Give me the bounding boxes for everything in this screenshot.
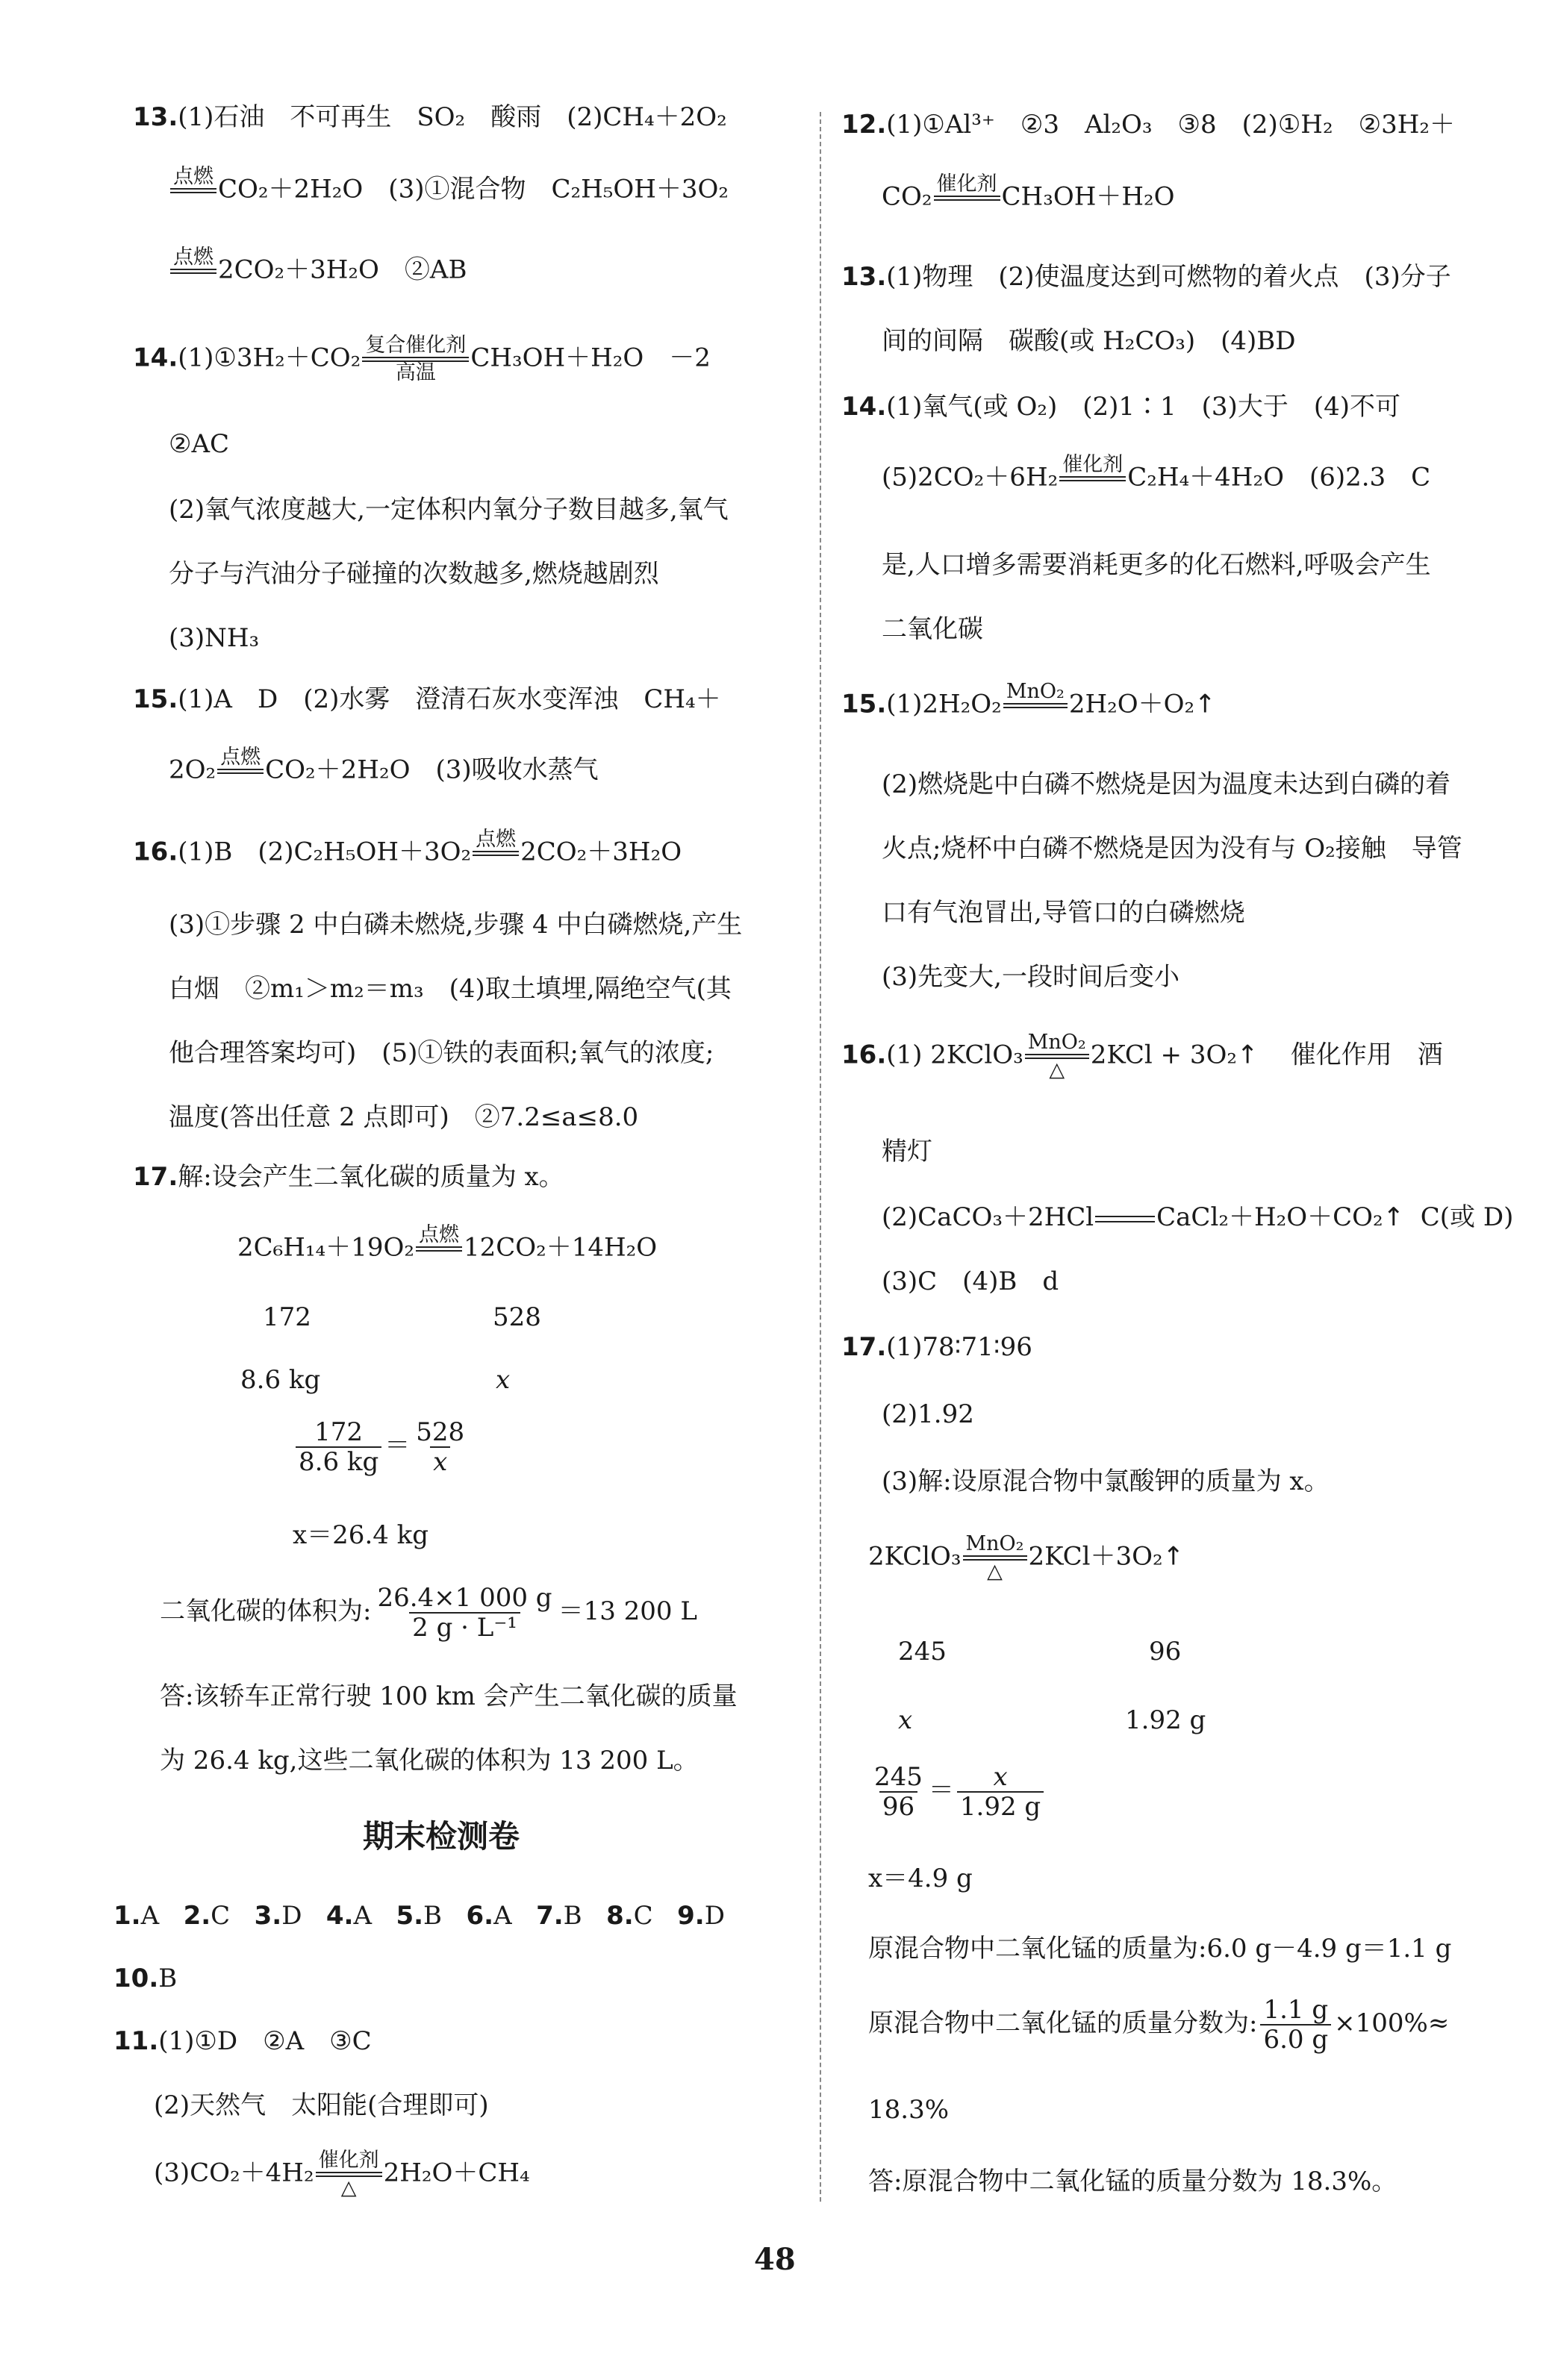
answer-16-line-5: 温度(答出任意 2 点即可) ②7.2≤a≤8.0 bbox=[169, 1102, 639, 1132]
answer-13-line-2: 点燃 CO₂＋2H₂O (3)①混合物 C₂H₅OH＋3O₂ bbox=[169, 166, 729, 216]
reaction-condition: 复合催化剂 高温 bbox=[362, 334, 469, 384]
answer-15-right-line-1: 15.(1)2H₂O₂ MnO₂ 2H₂O＋O₂↑ bbox=[841, 681, 1216, 731]
answer-13-right-line-1: 13.(1)物理 (2)使温度达到可燃物的着火点 (3)分子 bbox=[841, 262, 1451, 292]
fraction: $\frac{245}{96}$ bbox=[874, 1762, 923, 1822]
reaction-condition: 催化剂 △ bbox=[316, 2149, 382, 2199]
answer-17-right-line-3: (3)解:设原混合物中氯酸钾的质量为 x。 bbox=[882, 1467, 1330, 1496]
reaction-condition: 点燃 bbox=[416, 1224, 462, 1274]
mno2-mass: 原混合物中二氧化锰的质量为:6.0 g－4.9 g＝1.1 g bbox=[868, 1934, 1452, 1964]
co2-volume: 二氧化碳的体积为: $\frac{26.4\times 1 000 g}{\text{2 g · L⁻¹}}$ ＝13 200 L bbox=[160, 1583, 697, 1643]
molar-mass-1: 172 bbox=[263, 1302, 311, 1332]
answer-17-conclusion-2: 为 26.4 kg,这些二氧化碳的体积为 13 200 L。 bbox=[160, 1746, 699, 1775]
answer-17-conclusion-1: 答:该轿车正常行驶 100 km 会产生二氧化碳的质量 bbox=[160, 1681, 738, 1711]
answer-15-right-line-5: (3)先变大,一段时间后变小 bbox=[882, 962, 1180, 992]
equals-sign-icon bbox=[1095, 1216, 1155, 1222]
answer-13-line-3: 点燃 2CO₂＋3H₂O ②AB bbox=[169, 246, 467, 296]
answer-15-right-line-2: (2)燃烧匙中白磷不燃烧是因为温度未达到白磷的着 bbox=[882, 769, 1451, 799]
mc-answers-row-1: 1.A 2.C 3.D 4.A 5.B 6.A 7.B 8.C 9.D bbox=[113, 1901, 725, 1931]
page-number: 48 bbox=[754, 2242, 796, 2277]
answer-15-line-2: 2O₂ 点燃 CO₂＋2H₂O (3)吸收水蒸气 bbox=[169, 746, 599, 796]
answer-14-line-1: 14.(1)①3H₂＋CO₂ 复合催化剂 高温 CH₃OH＋H₂O －2 bbox=[133, 334, 711, 384]
answer-15-right-line-4: 口有气泡冒出,导管口的白磷燃烧 bbox=[882, 898, 1245, 928]
reaction-condition: MnO₂ bbox=[1003, 681, 1068, 731]
answer-16-line-3: 白烟 ②m₁＞m₂＝m₃ (4)取土填埋,隔绝空气(其 bbox=[169, 974, 732, 1004]
answer-16-right-line-1: 16.(1) 2KClO₃ MnO₂ △ 2KCl + 3O₂↑ 催化作用 酒 bbox=[841, 1031, 1443, 1081]
answer-17-right-conclusion: 答:原混合物中二氧化锰的质量分数为 18.3%。 bbox=[868, 2167, 1397, 2196]
answer-16-line-4: 他合理答案均可) (5)①铁的表面积;氧气的浓度; bbox=[169, 1038, 714, 1068]
answer-16-line-1: 16.(1)B (2)C₂H₅OH＋3O₂ 点燃 2CO₂＋3H₂O bbox=[133, 828, 682, 878]
answer-13-right-line-2: 间的间隔 碳酸(或 H₂CO₃) (4)BD bbox=[882, 326, 1296, 356]
fraction: $\frac{172}{8.6 kg}$ bbox=[296, 1418, 381, 1476]
proportion: $\frac{172}{8.6 kg}$ ＝ $\frac{528}{x}$ bbox=[293, 1418, 470, 1476]
mc-answers-row-2: 10.B bbox=[113, 1964, 178, 1993]
reaction-condition: 催化剂 bbox=[934, 173, 1000, 223]
answer-14-right-line-1: 14.(1)氧气(或 O₂) (2)1∶1 (3)大于 (4)不可 bbox=[841, 392, 1400, 422]
answer-12-line-2: CO₂ 催化剂 CH₃OH＋H₂O bbox=[882, 173, 1175, 223]
reaction-condition: 点燃 bbox=[473, 828, 519, 878]
answer-16-right-line-4: (3)C (4)B d bbox=[882, 1266, 1059, 1296]
molar-mass-2: 528 bbox=[493, 1302, 541, 1332]
answer-14-right-line-3: 是,人口增多需要消耗更多的化石燃料,呼吸会产生 bbox=[882, 550, 1431, 580]
unknown-mass: x bbox=[496, 1365, 511, 1395]
molar-mass-kclo3: 245 bbox=[898, 1637, 947, 1667]
answer-16-right-line-3: (2)CaCO₃＋2HCl CaCl₂＋H₂O＋CO₂↑ C(或 D) bbox=[882, 1202, 1514, 1232]
gas-arrow-icon: ↑ bbox=[1383, 1202, 1405, 1232]
answer-11-line-2: (2)天然气 太阳能(合理即可) bbox=[154, 2090, 489, 2120]
molar-mass-o2: 96 bbox=[1149, 1637, 1182, 1667]
reaction-condition: 点燃 bbox=[170, 166, 216, 216]
answer-17-line-1: 17.解:设会产生二氧化碳的质量为 x。 bbox=[133, 1162, 564, 1192]
gas-arrow-icon: ↑ bbox=[1236, 1040, 1259, 1070]
unknown-mass-kclo3: x bbox=[898, 1705, 913, 1735]
answer-17-right-equation: 2KClO₃ MnO₂ △ 2KCl＋3O₂↑ bbox=[868, 1532, 1185, 1583]
proportion-right: $\frac{245}{96}$ ＝ $\frac{x}{1.92 g}$ bbox=[868, 1763, 1047, 1821]
fraction: $\frac{1.1 g}{6.0 g}$ bbox=[1260, 1996, 1331, 2054]
answer-14-right-line-2: (5)2CO₂＋6H₂ 催化剂 C₂H₄＋4H₂O (6)2.3 C bbox=[882, 454, 1430, 504]
answer-16-line-2: (3)①步骤 2 中白磷未燃烧,步骤 4 中白磷燃烧,产生 bbox=[169, 910, 743, 940]
reaction-condition: MnO₂ △ bbox=[1025, 1031, 1089, 1081]
answer-12-line-1: 12.(1)①Al³⁺ ②3 Al₂O₃ ③8 (2)①H₂ ②3H₂＋ bbox=[841, 110, 1455, 140]
column-divider bbox=[820, 112, 821, 2202]
result-x: x＝26.4 kg bbox=[293, 1520, 429, 1550]
reaction-condition: 点燃 bbox=[170, 246, 216, 296]
fraction: $\frac{x}{1.92 g}$ bbox=[957, 1763, 1044, 1821]
reaction-condition: 催化剂 bbox=[1059, 454, 1126, 504]
answer-14-line-2: ②AC bbox=[169, 429, 230, 459]
given-mass: 8.6 kg bbox=[240, 1365, 321, 1395]
answer-17-right-line-1: 17.(1)78∶71∶96 bbox=[841, 1332, 1032, 1362]
gas-arrow-icon: ↑ bbox=[1194, 689, 1216, 719]
answer-11-line-1: 11.(1)①D ②A ③C bbox=[113, 2026, 372, 2056]
answer-14-line-4: 分子与汽油分子碰撞的次数越多,燃烧越剧烈 bbox=[169, 559, 659, 589]
answer-17-equation: 2C₆H₁₄＋19O₂ 点燃 12CO₂＋14H₂O bbox=[237, 1224, 657, 1274]
mno2-fraction: 原混合物中二氧化锰的质量分数为: $\frac{1.1 g}{6.0 g}$ ×100%≈ bbox=[868, 1995, 1450, 2055]
answer-13-line-1: 13.(1)石油 不可再生 SO₂ 酸雨 (2)CH₄＋2O₂ bbox=[133, 102, 727, 132]
reaction-condition: MnO₂ △ bbox=[963, 1533, 1027, 1583]
answer-11-line-3: (3)CO₂＋4H₂ 催化剂 △ 2H₂O＋CH₄ bbox=[154, 2149, 530, 2199]
fraction: $\frac{26.4\times 1 000 g}{\text{2 g · L⁻¹}}$ bbox=[377, 1583, 552, 1643]
answer-17-right-line-2: (2)1.92 bbox=[882, 1399, 974, 1429]
result-x-right: x＝4.9 g bbox=[868, 1864, 973, 1893]
answer-14-right-line-4: 二氧化碳 bbox=[882, 614, 983, 644]
section-title: 期末检测卷 bbox=[363, 1818, 520, 1855]
answer-16-right-line-2: 精灯 bbox=[882, 1137, 932, 1166]
fraction: $\frac{528}{x}$ bbox=[416, 1417, 465, 1477]
answer-14-line-5: (3)NH₃ bbox=[169, 623, 260, 653]
mno2-percent: 18.3% bbox=[868, 2095, 950, 2125]
gas-arrow-icon: ↑ bbox=[1162, 1541, 1185, 1572]
answer-15-right-line-3: 火点;烧杯中白磷不燃烧是因为没有与 O₂接触 导管 bbox=[882, 834, 1462, 863]
answer-15-line-1: 15.(1)A D (2)水雾 澄清石灰水变浑浊 CH₄＋ bbox=[133, 684, 721, 714]
o2-mass: 1.92 g bbox=[1125, 1705, 1206, 1735]
reaction-condition: 点燃 bbox=[217, 746, 264, 796]
answer-14-line-3: (2)氧气浓度越大,一定体积内氧分子数目越多,氧气 bbox=[169, 495, 729, 525]
